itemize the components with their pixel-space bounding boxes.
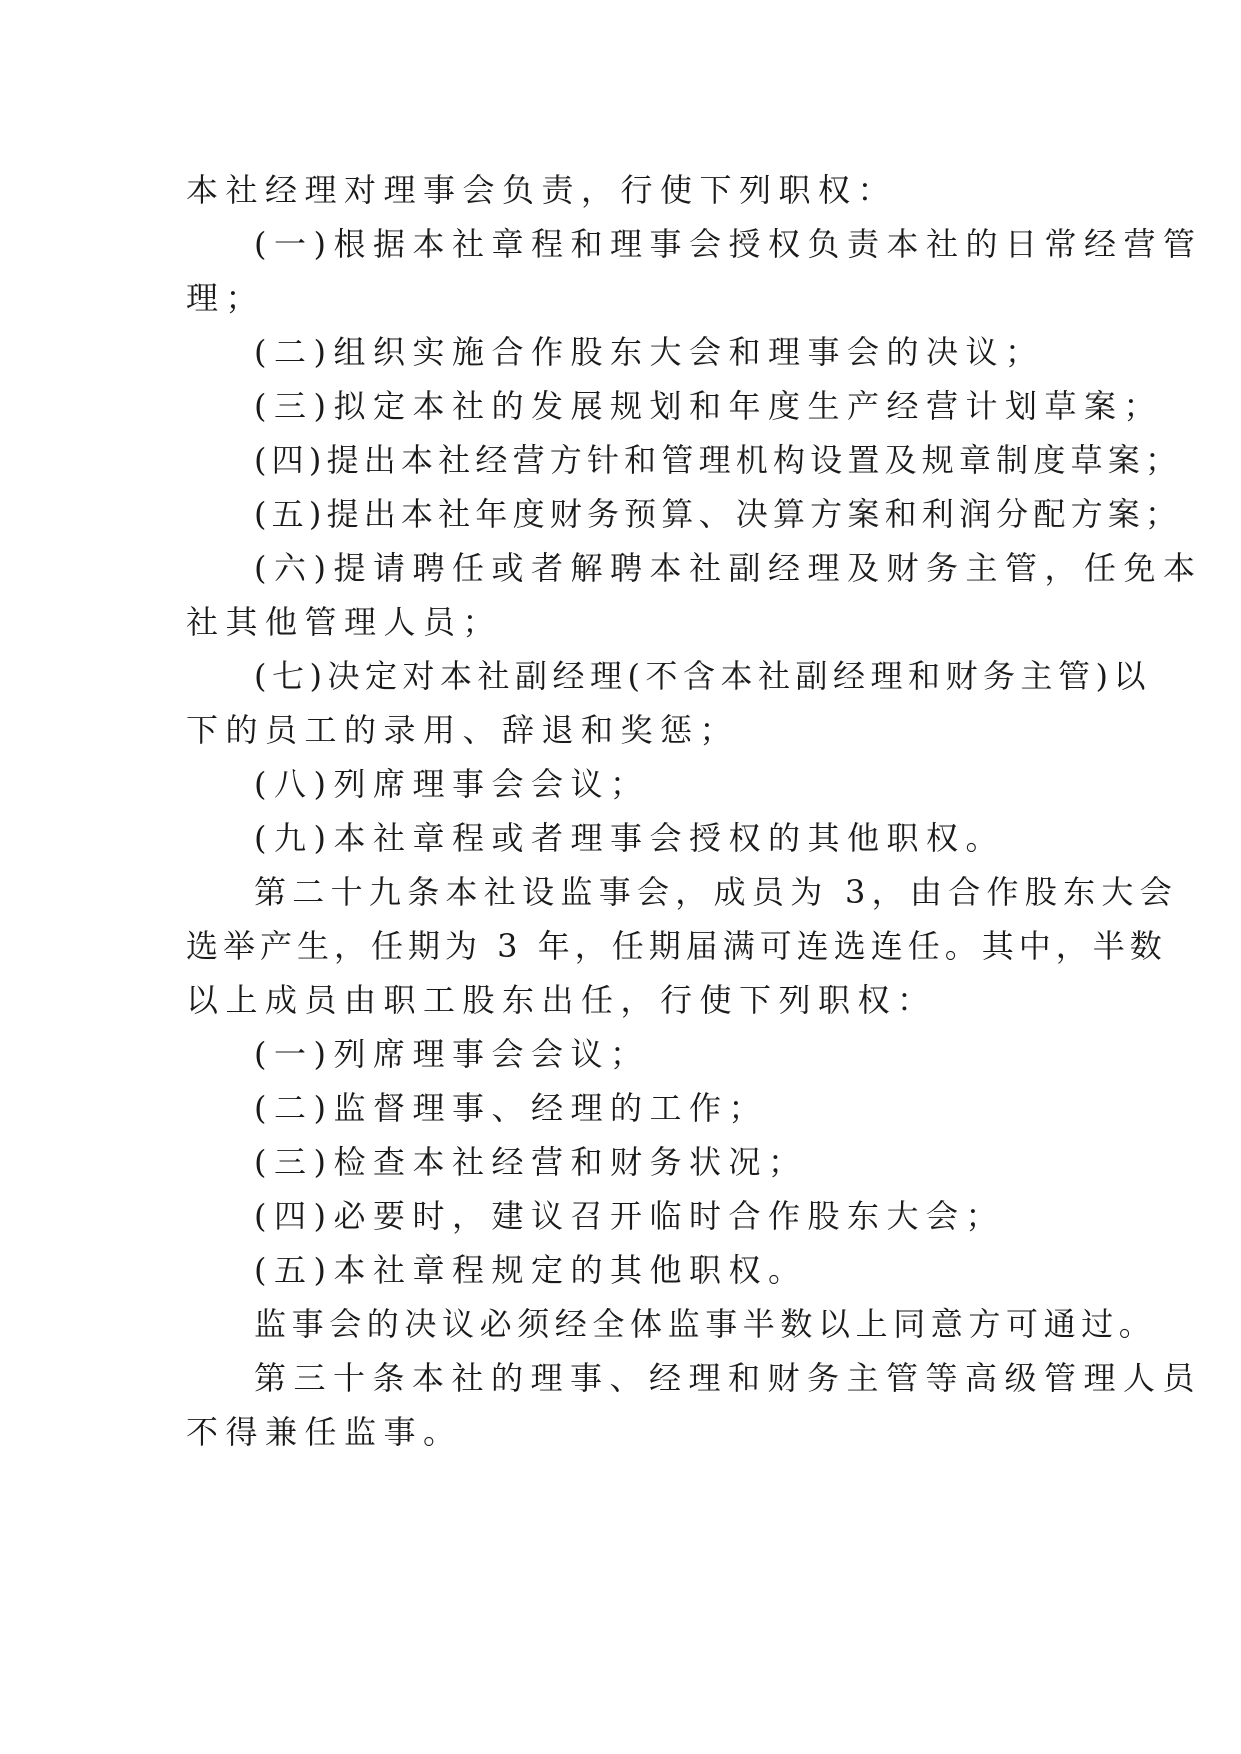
text-line: (一)根据本社章程和理事会授权负责本社的日常经营管 <box>254 225 1203 263</box>
text-line: (八)列席理事会会议； <box>254 765 650 803</box>
text-line: 选举产生，任期为 3 年，任期届满可连选连任。其中，半数 <box>186 927 1167 965</box>
text-line: 不得兼任监事。 <box>186 1413 463 1451</box>
text-line: 社其他管理人员； <box>186 603 503 641</box>
text-line: (二)监督理事、经理的工作； <box>254 1089 768 1127</box>
text-line: (三)拟定本社的发展规划和年度生产经营计划草案； <box>254 387 1163 425</box>
text-line: 理； <box>186 279 266 317</box>
text-line: (一)列席理事会会议； <box>254 1035 650 1073</box>
text-line: (二)组织实施合作股东大会和理事会的决议； <box>254 333 1045 371</box>
text-line: (五)提出本社年度财务预算、决算方案和利润分配方案； <box>254 495 1183 533</box>
text-line: (四)提出本社经营方针和管理机构设置及规章制度草案； <box>254 441 1183 479</box>
text-line: (四)必要时，建议召开临时合作股东大会； <box>254 1197 1005 1235</box>
text-line: 第二十九条本社设监事会，成员为 3，由合作股东大会 <box>254 873 1179 911</box>
text-line: (三)检查本社经营和财务状况； <box>254 1143 808 1181</box>
text-line: 监事会的决议必须经全体监事半数以上同意方可通过。 <box>254 1305 1157 1343</box>
text-line: 第三十条本社的理事、经理和财务主管等高级管理人员 <box>254 1359 1203 1397</box>
text-line: (七)决定对本社副经理(不含本社副经理和财务主管)以 <box>254 657 1151 695</box>
text-line: 以上成员由职工股东出任，行使下列职权： <box>186 981 937 1019</box>
text-line: (六)提请聘任或者解聘本社副经理及财务主管，任免本 <box>254 549 1203 587</box>
text-line: 本社经理对理事会负责，行使下列职权： <box>186 171 898 209</box>
text-line: (九)本社章程或者理事会授权的其他职权。 <box>254 819 1005 857</box>
text-line: 下的员工的录用、辞退和奖惩； <box>186 711 740 749</box>
text-line: (五)本社章程规定的其他职权。 <box>254 1251 808 1289</box>
